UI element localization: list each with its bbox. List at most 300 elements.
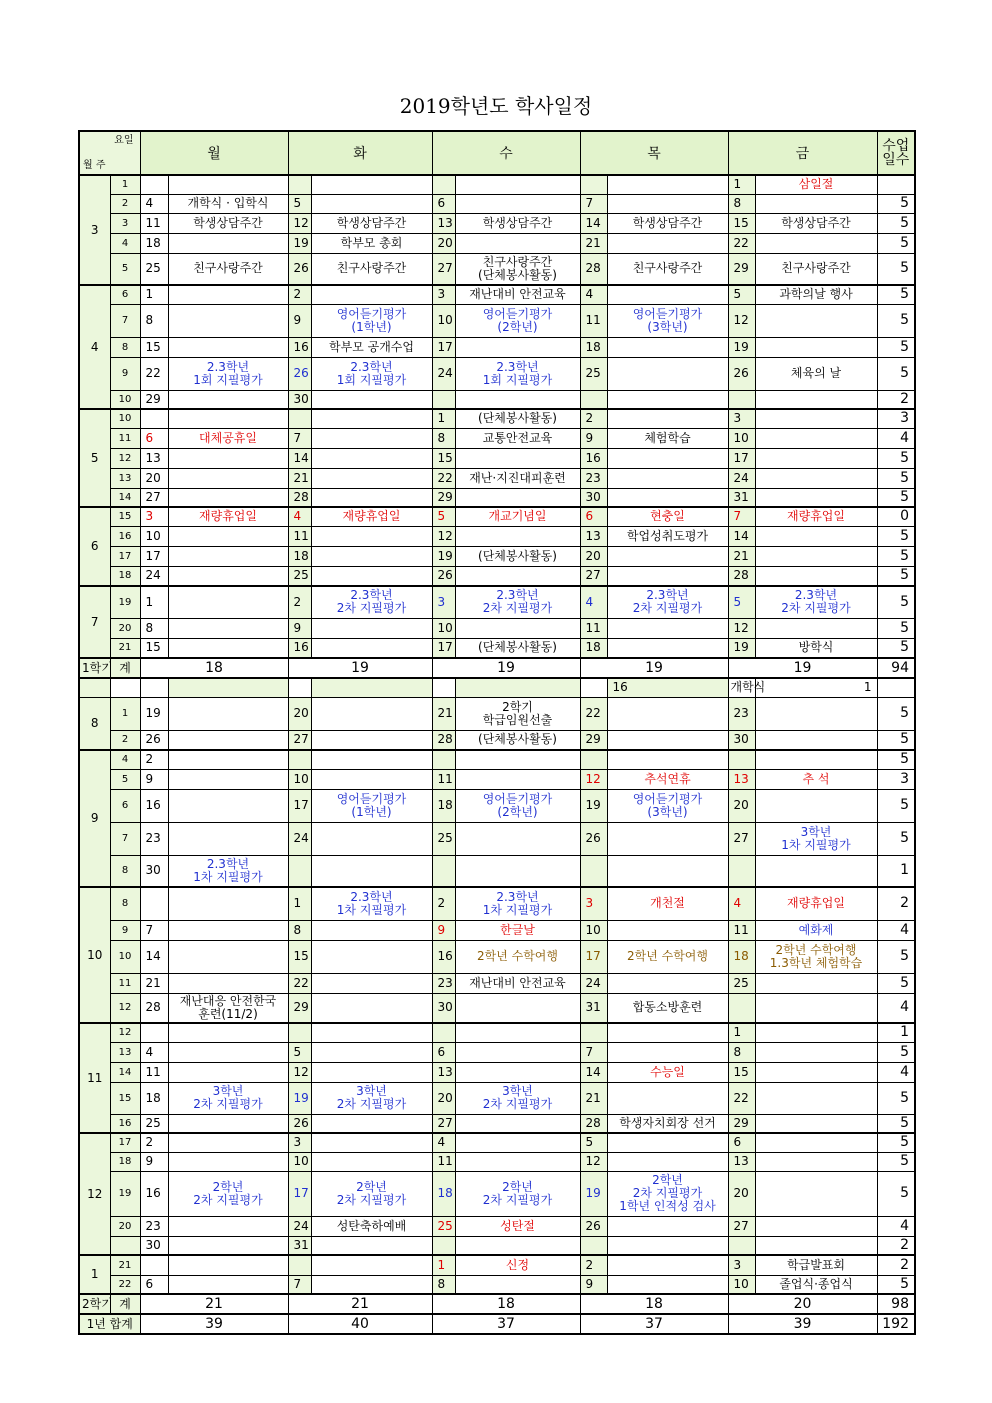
week-row — [79, 357, 915, 390]
event-cell — [168, 638, 288, 658]
date-cell: 18 — [140, 233, 168, 253]
date-cell: 21 — [288, 468, 311, 488]
event-cell — [607, 1082, 728, 1114]
week-number: 18 — [110, 566, 140, 586]
date-cell: 29 — [580, 730, 607, 750]
class-days-count: 5 — [877, 488, 915, 507]
event-cell — [455, 448, 580, 468]
event-cell — [607, 638, 728, 658]
class-days-count: 5 — [877, 618, 915, 638]
event-cell — [311, 1062, 432, 1082]
date-cell: 21 — [140, 973, 168, 993]
date-cell: 13 — [432, 213, 455, 233]
date-cell: 16 — [607, 678, 728, 697]
event-cell — [607, 973, 728, 993]
event-cell — [140, 678, 168, 697]
event-cell: 2학년 2차 지필평가 — [311, 1171, 432, 1216]
event-cell — [455, 1152, 580, 1171]
week-row — [79, 337, 915, 357]
date-cell: 14 — [288, 448, 311, 468]
date-cell: 1 — [140, 285, 168, 304]
summary-value: 39 — [140, 1314, 288, 1334]
event-cell: 성탄절 — [455, 1216, 580, 1236]
event-cell — [168, 1114, 288, 1133]
date-cell: 22 — [580, 697, 607, 730]
event-cell — [755, 304, 877, 337]
week-row — [79, 390, 915, 409]
event-cell — [168, 488, 288, 507]
event-cell: 학생상담주간 — [755, 213, 877, 233]
date-cell: 2 — [140, 750, 168, 769]
event-cell — [168, 697, 288, 730]
corner-day-label: 요일 — [114, 135, 134, 146]
event-cell — [168, 1023, 288, 1042]
event-cell: 영어듣기평가 (2학년) — [455, 789, 580, 822]
class-days-count: 5 — [877, 1042, 915, 1062]
date-cell: 29 — [140, 390, 168, 409]
event-cell — [168, 526, 288, 546]
event-cell — [311, 730, 432, 750]
event-cell: 2.3학년 1차 지필평가 — [455, 887, 580, 920]
week-row — [79, 678, 915, 697]
event-cell — [755, 1216, 877, 1236]
week-row — [79, 1216, 915, 1236]
event-cell — [755, 750, 877, 769]
event-cell — [168, 1255, 288, 1275]
event-cell — [311, 822, 432, 855]
event-cell: 2학년 수학여행 1.3학년 체험학습 — [755, 940, 877, 973]
date-cell: 28 — [140, 993, 168, 1023]
date-cell: 17 — [432, 638, 455, 658]
event-cell — [755, 973, 877, 993]
week-row — [79, 750, 915, 769]
date-cell: 15 — [140, 638, 168, 658]
week-number: 7 — [110, 822, 140, 855]
date-cell: 26 — [580, 822, 607, 855]
summary-value: 18 — [580, 1294, 728, 1314]
event-cell: 친구사랑주간 — [311, 253, 432, 285]
event-cell — [455, 194, 580, 213]
date-cell: 29 — [728, 1114, 755, 1133]
event-cell — [311, 697, 432, 730]
month-cell: 8 — [79, 697, 110, 750]
week-number: 10 — [110, 409, 140, 428]
class-days-count: 5 — [877, 789, 915, 822]
month-cell: 9 — [79, 750, 110, 887]
week-row — [79, 993, 915, 1023]
event-cell: 2.3학년 2차 지필평가 — [455, 586, 580, 618]
event-cell: 신정 — [455, 1255, 580, 1275]
event-cell: 2학기 학급임원선출 — [455, 697, 580, 730]
date-cell — [140, 1023, 168, 1042]
date-cell: 20 — [728, 1171, 755, 1216]
event-cell — [755, 448, 877, 468]
date-cell — [580, 1023, 607, 1042]
week-row — [79, 1023, 915, 1042]
event-cell: 3학년 2차 지필평가 — [311, 1082, 432, 1114]
event-cell — [168, 1216, 288, 1236]
summary-value: 37 — [580, 1314, 728, 1334]
header-day-wed: 수 — [432, 131, 580, 175]
event-cell — [168, 973, 288, 993]
date-cell: 17 — [140, 546, 168, 566]
event-cell: 과학의날 행사 — [755, 285, 877, 304]
summary-row — [79, 1314, 915, 1334]
week-number: 12 — [110, 993, 140, 1023]
date-cell: 28 — [580, 1114, 607, 1133]
event-cell — [755, 233, 877, 253]
class-days-count: 2 — [877, 887, 915, 920]
event-cell — [755, 789, 877, 822]
event-cell: 친구사랑주간 — [755, 253, 877, 285]
summary-value: 19 — [580, 658, 728, 678]
date-cell: 10 — [140, 526, 168, 546]
event-cell — [311, 1152, 432, 1171]
corner-month-week-label: 월 주 — [83, 160, 106, 171]
class-days-count — [877, 175, 915, 194]
week-number: 12 — [110, 1023, 140, 1042]
date-cell: 14 — [728, 526, 755, 546]
date-cell: 7 — [580, 194, 607, 213]
event-cell — [168, 285, 288, 304]
event-cell — [755, 1152, 877, 1171]
date-cell: 23 — [432, 973, 455, 993]
week-row — [79, 618, 915, 638]
event-cell — [311, 1114, 432, 1133]
header-day-tue: 화 — [288, 131, 432, 175]
date-cell: 31 — [728, 488, 755, 507]
week-number: 18 — [110, 1152, 140, 1171]
week-number: 17 — [110, 1133, 140, 1152]
event-cell: 2.3학년 1회 지필평가 — [455, 357, 580, 390]
event-cell — [311, 175, 432, 194]
month-cell: 10 — [79, 887, 110, 1023]
date-cell: 22 — [140, 357, 168, 390]
event-cell — [168, 233, 288, 253]
week-row — [79, 1062, 915, 1082]
date-cell: 17 — [580, 940, 607, 973]
week-number: 11 — [110, 973, 140, 993]
event-cell — [311, 1255, 432, 1275]
event-cell — [755, 993, 877, 1023]
summary-value: 19 — [288, 658, 432, 678]
event-cell — [455, 618, 580, 638]
month-cell: 3 — [79, 175, 110, 285]
event-cell — [455, 769, 580, 789]
date-cell: 20 — [140, 468, 168, 488]
class-days-count: 4 — [877, 993, 915, 1023]
date-cell: 12 — [728, 304, 755, 337]
week-row — [79, 1171, 915, 1216]
date-cell: 18 — [288, 546, 311, 566]
week-row — [79, 468, 915, 488]
week-number: 9 — [110, 920, 140, 940]
date-cell — [580, 750, 607, 769]
week-number: 8 — [110, 337, 140, 357]
event-cell — [455, 993, 580, 1023]
date-cell: 2 — [140, 1133, 168, 1152]
event-cell: 영어듣기평가 (3학년) — [607, 789, 728, 822]
event-cell — [607, 194, 728, 213]
class-days-count: 5 — [877, 526, 915, 546]
event-cell — [607, 1236, 728, 1255]
week-number: 9 — [110, 357, 140, 390]
event-cell — [607, 488, 728, 507]
date-cell: 8 — [140, 618, 168, 638]
class-days-count: 5 — [877, 1152, 915, 1171]
class-days-count: 3 — [877, 769, 915, 789]
date-cell: 11 — [728, 920, 755, 940]
date-cell: 27 — [728, 1216, 755, 1236]
event-cell — [607, 357, 728, 390]
date-cell: 26 — [432, 566, 455, 586]
date-cell: 30 — [140, 1236, 168, 1255]
date-cell: 29 — [432, 488, 455, 507]
date-cell: 5 — [288, 1042, 311, 1062]
event-cell — [311, 1042, 432, 1062]
event-cell — [311, 920, 432, 940]
event-cell — [607, 1255, 728, 1275]
week-number: 5 — [110, 769, 140, 789]
date-cell: 30 — [432, 993, 455, 1023]
event-cell — [755, 730, 877, 750]
week-row — [79, 507, 915, 526]
week-number: 13 — [110, 1042, 140, 1062]
week-row — [79, 920, 915, 940]
event-cell — [311, 428, 432, 448]
date-cell: 19 — [728, 638, 755, 658]
event-cell: 합동소방훈련 — [607, 993, 728, 1023]
class-days-count: 4 — [877, 428, 915, 448]
date-cell: 19 — [580, 789, 607, 822]
event-cell — [607, 337, 728, 357]
date-cell: 27 — [580, 566, 607, 586]
date-cell: 9 — [580, 428, 607, 448]
summary-value: 40 — [288, 1314, 432, 1334]
event-cell — [168, 730, 288, 750]
week-number: 11 — [110, 428, 140, 448]
event-cell — [580, 678, 607, 697]
event-cell: 학급발표회 — [755, 1255, 877, 1275]
event-cell: 2.3학년 2차 지필평가 — [607, 586, 728, 618]
date-cell — [432, 750, 455, 769]
event-cell — [755, 855, 877, 887]
date-cell: 4 — [728, 887, 755, 920]
date-cell: 21 — [580, 1082, 607, 1114]
class-days-count: 5 — [877, 586, 915, 618]
date-cell: 26 — [728, 357, 755, 390]
event-cell: 2.3학년 2차 지필평가 — [755, 586, 877, 618]
date-cell — [140, 409, 168, 428]
event-cell: 3학년 1차 지필평가 — [755, 822, 877, 855]
week-number: 15 — [110, 507, 140, 526]
class-days-count: 1 — [877, 1023, 915, 1042]
class-days-count: 5 — [877, 233, 915, 253]
date-cell: 22 — [728, 1082, 755, 1114]
date-cell: 2 — [288, 285, 311, 304]
event-cell: 재량휴업일 — [168, 507, 288, 526]
event-cell — [455, 822, 580, 855]
week-number: 4 — [110, 233, 140, 253]
week-row — [79, 973, 915, 993]
week-row — [79, 1082, 915, 1114]
date-cell: 8 — [728, 1042, 755, 1062]
event-cell — [607, 855, 728, 887]
event-cell — [755, 1236, 877, 1255]
event-cell — [168, 448, 288, 468]
event-cell: 재량휴업일 — [755, 507, 877, 526]
event-cell: 대체공휴일 — [168, 428, 288, 448]
date-cell: 24 — [432, 357, 455, 390]
date-cell: 30 — [580, 488, 607, 507]
date-cell: 29 — [728, 253, 755, 285]
week-number: 5 — [110, 253, 140, 285]
event-cell — [455, 1042, 580, 1062]
summary-value: 19 — [728, 658, 877, 678]
week-number: 19 — [110, 1171, 140, 1216]
event-cell: 학생자치회장 선거 — [607, 1114, 728, 1133]
date-cell: 1 — [432, 1255, 455, 1275]
event-cell — [168, 337, 288, 357]
date-cell: 12 — [432, 526, 455, 546]
date-cell: 15 — [728, 213, 755, 233]
event-cell — [607, 1133, 728, 1152]
date-cell: 16 — [432, 940, 455, 973]
summary-total: 98 — [877, 1294, 915, 1314]
summary-total: 192 — [877, 1314, 915, 1334]
summary-value: 18 — [432, 1294, 580, 1314]
date-cell: 30 — [288, 390, 311, 409]
event-cell — [607, 1275, 728, 1294]
header-day-mon: 월 — [140, 131, 288, 175]
event-cell — [755, 468, 877, 488]
date-cell: 4 — [432, 1133, 455, 1152]
event-cell — [311, 285, 432, 304]
date-cell — [432, 1236, 455, 1255]
date-cell: 3 — [140, 507, 168, 526]
date-cell — [140, 1255, 168, 1275]
week-number: 15 — [110, 1082, 140, 1114]
class-days-count: 5 — [877, 468, 915, 488]
event-cell — [168, 750, 288, 769]
week-row — [79, 1042, 915, 1062]
date-cell: 12 — [288, 213, 311, 233]
date-cell: 26 — [580, 1216, 607, 1236]
event-cell — [607, 448, 728, 468]
date-cell: 22 — [288, 973, 311, 993]
event-cell — [455, 855, 580, 887]
date-cell: 3 — [580, 887, 607, 920]
class-days-count: 5 — [877, 1082, 915, 1114]
event-cell: 방학식 — [755, 638, 877, 658]
event-cell — [607, 546, 728, 566]
date-cell: 11 — [432, 769, 455, 789]
event-cell — [607, 409, 728, 428]
date-cell: 5 — [432, 507, 455, 526]
date-cell — [140, 175, 168, 194]
week-number: 2 — [110, 730, 140, 750]
class-days-count: 5 — [877, 638, 915, 658]
week-row — [79, 697, 915, 730]
event-cell — [455, 566, 580, 586]
page-title: 2019학년도 학사일정 — [399, 94, 593, 118]
event-cell: 3학년 2차 지필평가 — [455, 1082, 580, 1114]
event-cell — [311, 390, 432, 409]
week-number: 13 — [110, 468, 140, 488]
event-cell — [755, 1133, 877, 1152]
week-number: 2 — [110, 194, 140, 213]
date-cell: 4 — [580, 285, 607, 304]
event-cell: 체육의 날 — [755, 357, 877, 390]
class-days-count: 5 — [877, 1133, 915, 1152]
date-cell: 5 — [728, 586, 755, 618]
date-cell: 11 — [140, 213, 168, 233]
date-cell: 13 — [432, 1062, 455, 1082]
class-days-count: 4 — [877, 1216, 915, 1236]
summary-value: 19 — [432, 658, 580, 678]
week-row — [79, 526, 915, 546]
event-cell: 예화제 — [755, 920, 877, 940]
date-cell — [432, 855, 455, 887]
date-cell: 11 — [580, 618, 607, 638]
date-cell: 7 — [580, 1042, 607, 1062]
date-cell: 16 — [288, 638, 311, 658]
date-cell: 17 — [288, 1171, 311, 1216]
event-cell — [455, 750, 580, 769]
date-cell: 26 — [288, 1114, 311, 1133]
date-cell: 21 — [432, 697, 455, 730]
summary-kei: 계 — [110, 658, 140, 678]
event-cell: 학업성취도평가 — [607, 526, 728, 546]
event-cell: 수능일 — [607, 1062, 728, 1082]
date-cell: 2 — [288, 586, 311, 618]
event-cell — [311, 973, 432, 993]
event-cell — [607, 697, 728, 730]
date-cell: 8 — [728, 194, 755, 213]
event-cell — [455, 1236, 580, 1255]
week-row — [79, 730, 915, 750]
class-days-count: 5 — [877, 1275, 915, 1294]
event-cell: (단체봉사활동) — [455, 409, 580, 428]
date-cell: 6 — [432, 194, 455, 213]
event-cell — [168, 1152, 288, 1171]
class-days-count: 5 — [877, 940, 915, 973]
class-days-count: 5 — [877, 566, 915, 586]
event-cell: 3학년 2차 지필평가 — [168, 1082, 288, 1114]
week-row — [79, 566, 915, 586]
event-cell: 2학년 2차 지필평가 — [168, 1171, 288, 1216]
event-cell — [455, 1062, 580, 1082]
date-cell: 13 — [728, 769, 755, 789]
event-cell: 개학식 — [728, 678, 755, 697]
event-cell — [607, 1216, 728, 1236]
event-cell — [168, 789, 288, 822]
event-cell — [311, 1133, 432, 1152]
date-cell: 8 — [140, 304, 168, 337]
date-cell: 12 — [580, 769, 607, 789]
date-cell: 19 — [288, 233, 311, 253]
event-cell: 체험학습 — [607, 428, 728, 448]
event-cell: 재량휴업일 — [311, 507, 432, 526]
class-days-count: 5 — [877, 285, 915, 304]
date-cell: 11 — [288, 526, 311, 546]
date-cell — [288, 175, 311, 194]
week-number: 21 — [110, 638, 140, 658]
event-cell — [432, 678, 455, 697]
week-number: 14 — [110, 488, 140, 507]
event-cell — [311, 769, 432, 789]
class-days-count: 5 — [877, 822, 915, 855]
